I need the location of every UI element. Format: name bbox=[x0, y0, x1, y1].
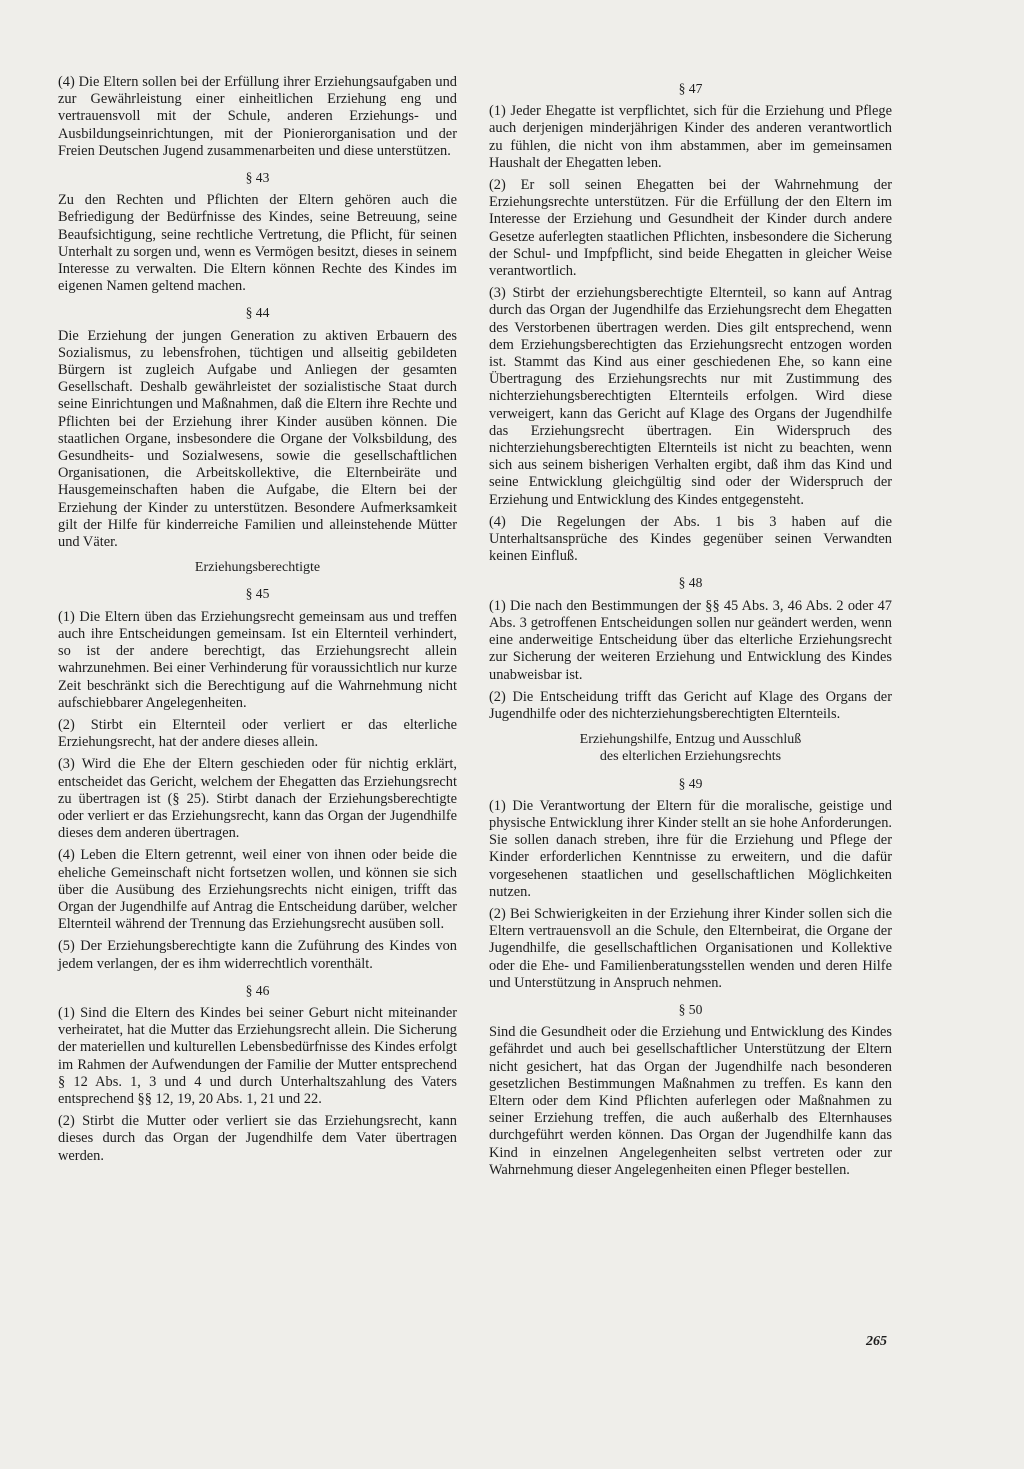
section-48-paragraph-2: (2) Die Entscheidung trifft das Gericht auf Klage des Organs der Jugendhilfe oder des nichterziehungsberechtigten Elternteils. bbox=[489, 688, 892, 722]
heading-erziehungsberechtigte: Erziehungsberechtigte bbox=[194, 560, 321, 576]
section-49-paragraph-2: (2) Bei Schwierigkeiten in der Erziehung ihrer Kinder sollen sich die Eltern vertrauensvoll an die Schule, den Elternbeirat, die Organe der Jugendhilfe, die gesellschaftlichen Organisationen und Kollektive oder die Ehe- und Familienberatungsstellen wenden und deren Hilfe und Unterstützung in Anspruch nehmen. bbox=[489, 905, 892, 991]
section-45-paragraph-4: (4) Leben die Eltern getrennt, weil einer von ihnen oder beide die eheliche Gemeinschaft nicht fortsetzen wollen, und können sie sich über die Ausübung des Erziehungsrechts nicht einigen, trifft das Organ der Jugendhilfe auf Antrag die Entscheidung darüber, welcher Elternteil während der Trennung das Erziehungsrecht ausüben soll. bbox=[58, 847, 457, 933]
paragraph-42-4: (4) Die Eltern sollen bei der Erfüllung ihrer Erziehungsaufgaben und zur Gewährleistung einer einheitlichen Erziehung eng und vertrauensvoll mit der Schule, anderen Erziehungs- und Ausbildungseinrichtungen, mit der Pionierorganisation und der Freien Deutschen Jugend zusammenarbeiten und diese unterstützen. bbox=[58, 74, 457, 159]
right-column bbox=[489, 80, 892, 1184]
section-47-paragraph-1: (1) Jeder Ehegatte ist verpflichtet, sich für die Erziehung und Pflege auch derjenigen minderjährigen Kinder des anderen verantwortlich zu fühlen, die nicht von ihm abstammen, aber im gemeinsamen Haushalt der Ehegatten leben. bbox=[489, 103, 892, 171]
section-46-title: § 46 bbox=[245, 982, 270, 998]
section-47-title: § 47 bbox=[678, 81, 703, 96]
section-45-paragraph-1: (1) Die Eltern üben das Erziehungsrecht gemeinsam aus und treffen auch ihre Entscheidungen gemeinsam. Ist ein Elternteil verhindert, so ist der andere berechtigt, das Erziehungsrecht allein wahrzunehmen. Bei einer Verhinderung für voraussichtlich nur kurze Zeit beschränkt sich die Berechtigung auf die Wahrnehmung nicht aufschiebbarer Angelegenheiten. bbox=[58, 608, 457, 711]
section-45-title: § 45 bbox=[245, 586, 270, 602]
page-number: 265 bbox=[866, 1334, 887, 1349]
section-45-paragraph-3: (3) Wird die Ehe der Eltern geschieden oder für nichtig erklärt, entscheidet das Gericht, welchem der Ehegatten das Erziehungsrecht zu übertragen ist (§ 25). Stirbt danach der Erziehungsberechtigte oder verliert er das Erziehungsrecht, kann das Organ der Jugendhilfe dieses dem anderen übertragen. bbox=[58, 756, 457, 842]
section-47-paragraph-2: (2) Er soll seinen Ehegatten bei der Wahrnehmung der Erziehungsrechte unterstützen. Für die Erfüllung der den Eltern im Interesse der Erziehung und Gesundheit der Kinder durch andere Gesetze auferlegten staatlichen Pflichten, insbesondere die Sicherung der Schul- und Impfpflicht, sind beide Ehegatten in gleicher Weise verantwortlich. bbox=[489, 177, 892, 280]
section-46-paragraph-1: (1) Sind die Eltern des Kindes bei seiner Geburt nicht miteinander verheiratet, hat die Mutter das Erziehungsrecht allein. Die Sicherung der materiellen und kulturellen Lebensbedürfnisse des Kindes erfolgt im Rahmen der Aufwendungen der Familie der Mutter entsprechend § 12 Abs. 1, 3 und 4 und durch Unterhaltszahlung des Vaters entsprechend §§ 12, 19, 20 Abs. 1, 21 und 22. bbox=[58, 1004, 457, 1107]
heading-erziehungshilfe-line-2: des elterlichen Erziehungsrechts bbox=[599, 749, 782, 765]
section-45-paragraph-5: (5) Der Erziehungsberechtigte kann die Zuführung des Kindes von jedem verlangen, der es ihm widerrechtlich vorenthält. bbox=[58, 938, 457, 972]
section-49-paragraph-1: (1) Die Verantwortung der Eltern für die moralische, geistige und physische Entwicklung ihrer Kinder stellt an sie hohe Anforderungen. Sie sollen danach streben, ihre für die Erziehung und Pflege der Kinder erforderlichen Kenntnisse zu erweitern, und die dafür vorgesehenen staatlichen und gesellschaftlichen Möglichkeiten nutzen. bbox=[489, 797, 892, 900]
section-43-title: § 43 bbox=[245, 170, 270, 186]
heading-erziehungshilfe-line-1: Erziehungshilfe, Entzug und Ausschluß bbox=[579, 732, 802, 748]
section-47-paragraph-3: (3) Stirbt der erziehungsberechtigte Elternteil, so kann auf Antrag durch das Organ der Jugendhilfe das Erziehungsrecht dem Ehegatten des Verstorbenen übertragen werden. Dies gilt entsprechend, wenn dem Erziehungsberechtigten das Erziehungsrecht entzogen worden ist. Stammt das Kind aus einer geschiedenen Ehe, so kann eine Übertragung des Erziehungsrechts nur mit Zustimmung des nichterziehungsberechtigten Elternteils erfolgen. Wird diese verweigert, kann das Gericht auf Klage des Organs der Jugendhilfe das Erziehungsrecht übertragen. Ein Widerspruch des nichterziehungsberechtigten Elternteils ist nicht zu beachten, wenn sich aus seinem bisherigen Verhalten ergibt, daß ihm das Kind und seine Entwicklung gleichgültig sind oder der Widerspruch der Erziehung und Entwicklung des Kindes entgegensteht. bbox=[489, 285, 892, 508]
section-44-title: § 44 bbox=[245, 305, 270, 321]
section-44-text: Die Erziehung der jungen Generation zu aktiven Erbauern des Sozialismus, zu lebensfrohen, tüchtigen und allseitig gebildeten Bürgern ist zugleich Aufgabe und Anliegen der gesamten Gesellschaft. Deshalb gewährleistet der sozialistische Staat durch seine Einrichtungen und Maßnahmen, daß die Eltern ihre Rechte und Pflichten bei der Erziehung ihrer Kinder ausüben können. Die staatlichen Organe, insbesondere die Organe der Volksbildung, des Gesundheits- und Sozialwesens, sowie die gesellschaftlichen Organisationen, die Arbeitskollektive, die Elternbeiräte und Hausgemeinschaften haben die Aufgabe, die Eltern bei der Erziehung der Kinder zu unterstützen. Besondere Aufmerksamkeit gilt der Hilfe für kinderreiche Familien und alleinstehende Mütter und Väter. bbox=[58, 327, 457, 551]
section-50-title: § 50 bbox=[678, 1001, 703, 1017]
left-column bbox=[58, 74, 457, 1170]
section-46-paragraph-2: (2) Stirbt die Mutter oder verliert sie das Erziehungsrecht, kann dieses durch das Organ der Jugendhilfe dem Vater übertragen werden. bbox=[58, 1113, 457, 1164]
section-49-title: § 49 bbox=[678, 775, 703, 791]
section-48-title: § 48 bbox=[678, 575, 703, 591]
section-47-paragraph-4: (4) Die Regelungen der Abs. 1 bis 3 haben auf die Unterhaltsansprüche des Kindes gegenüber seinen Verwandten keinen Einfluß. bbox=[489, 513, 892, 565]
section-48-paragraph-1: (1) Die nach den Bestimmungen der §§ 45 Abs. 3, 46 Abs. 2 oder 47 Abs. 3 getroffenen Entscheidungen sollen nur geändert werden, wenn eine anderweitige Entscheidung über das elterliche Erziehungsrecht zur Sicherung der weiteren Erziehung und Entwicklung des Kindes unabweisbar ist. bbox=[489, 597, 892, 683]
section-43-text: Zu den Rechten und Pflichten der Eltern gehören auch die Befriedigung der Bedürfnisse des Kindes, seine Betreuung, seine Beaufsichtigung, seine rechtliche Vertretung, die Pflicht, für seinen Unterhalt zu sorgen und, wenn es Vermögen besitzt, dieses in seinem Interesse zu verwalten. Die Eltern können Rechte des Kindes im eigenen Namen geltend machen. bbox=[58, 192, 457, 295]
section-50-text: Sind die Gesundheit oder die Erziehung und Entwicklung des Kindes gefährdet und auch bei gesellschaftlicher Unterstützung der Eltern nicht gesichert, hat das Organ der Jugendhilfe nach besonderen gesetzlichen Bestimmungen Maßnahmen zu treffen. Es kann den Eltern oder dem Kind Pflichten auferlegen oder Maßnahmen zu seiner Erziehung treffen, die auch außerhalb des Elternhauses durchgeführt werden können. Das Organ der Jugendhilfe kann das Kind in einzelnen Angelegenheiten selbst vertreten oder zur Wahrnehmung dieser Angelegenheiten einen Pfleger bestellen. bbox=[489, 1024, 892, 1178]
heading-erziehungshilfe bbox=[489, 731, 892, 765]
section-45-paragraph-2: (2) Stirbt ein Elternteil oder verliert er das elterliche Erziehungsrecht, hat der andere dieses allein. bbox=[58, 716, 457, 751]
